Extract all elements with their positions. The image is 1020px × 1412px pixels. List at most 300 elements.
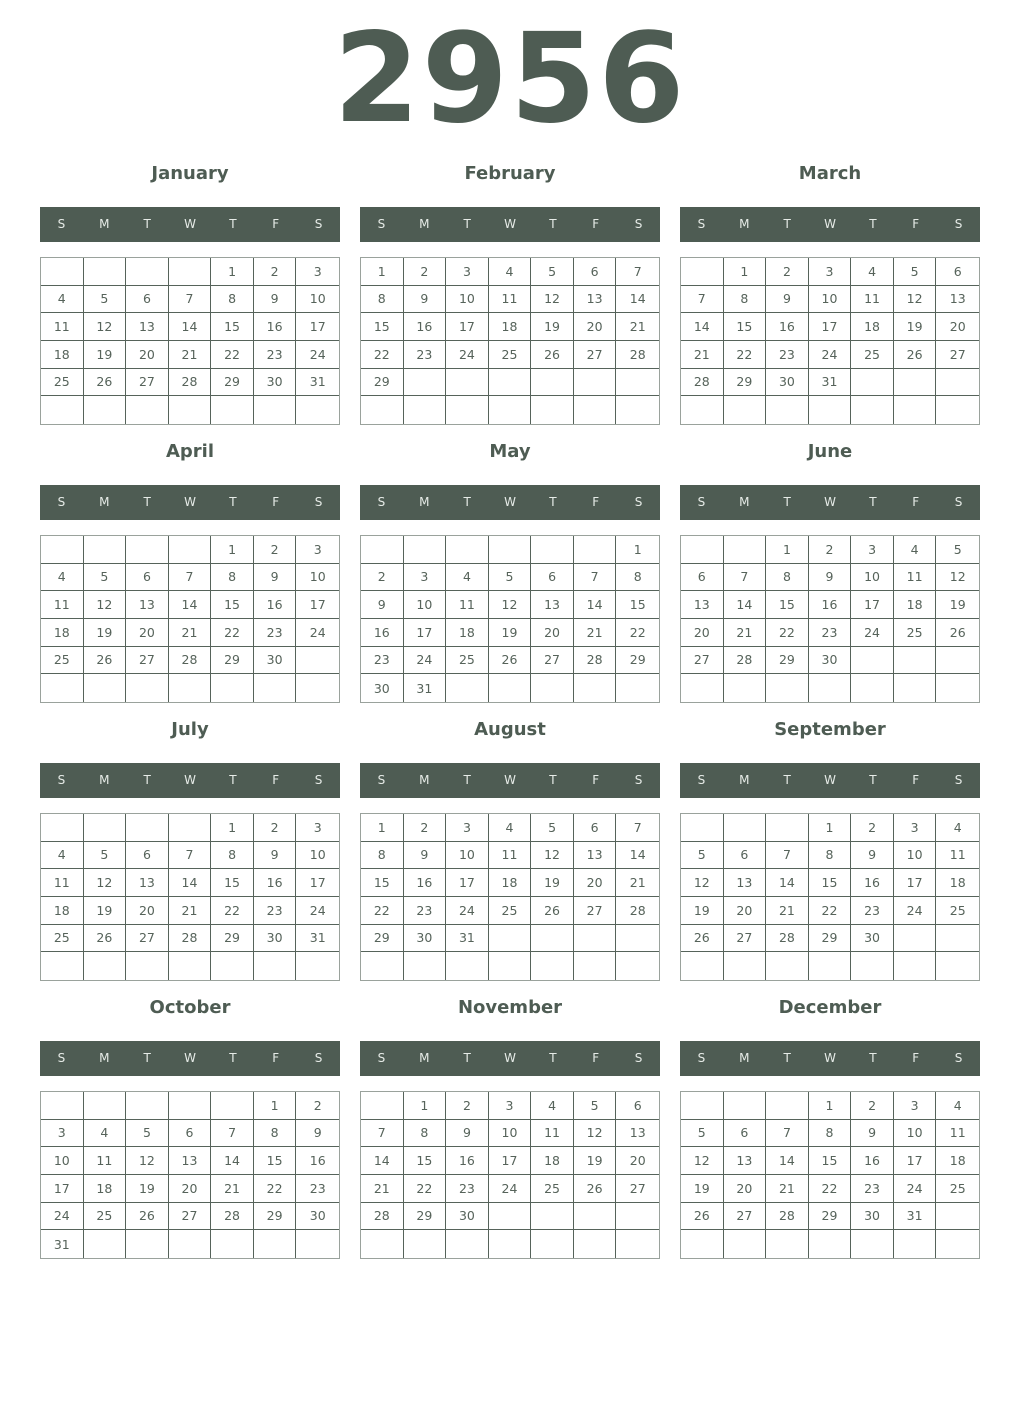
day-cell[interactable]: 8 [254, 1120, 297, 1148]
day-cell[interactable]: 21 [211, 1175, 254, 1203]
day-cell[interactable]: 7 [616, 258, 659, 286]
day-cell[interactable]: 2 [361, 564, 404, 592]
day-cell[interactable]: 25 [851, 341, 894, 369]
day-cell[interactable]: 12 [126, 1147, 169, 1175]
day-cell[interactable]: 7 [361, 1120, 404, 1148]
day-cell[interactable]: 29 [211, 647, 254, 675]
day-cell[interactable]: 20 [126, 619, 169, 647]
day-cell[interactable]: 30 [296, 1203, 339, 1231]
day-cell[interactable]: 3 [296, 814, 339, 842]
day-cell[interactable]: 5 [531, 814, 574, 842]
day-cell[interactable]: 3 [851, 536, 894, 564]
day-cell[interactable]: 19 [126, 1175, 169, 1203]
day-cell[interactable]: 16 [254, 313, 297, 341]
day-cell[interactable]: 19 [84, 897, 127, 925]
day-cell[interactable]: 13 [169, 1147, 212, 1175]
day-cell[interactable]: 24 [296, 897, 339, 925]
day-cell[interactable]: 9 [361, 591, 404, 619]
day-cell[interactable]: 4 [894, 536, 937, 564]
day-cell[interactable]: 5 [531, 258, 574, 286]
day-cell[interactable]: 26 [84, 647, 127, 675]
day-cell[interactable]: 13 [126, 591, 169, 619]
day-cell[interactable]: 20 [724, 897, 767, 925]
day-cell[interactable]: 11 [446, 591, 489, 619]
day-cell[interactable]: 15 [766, 591, 809, 619]
day-cell[interactable]: 8 [211, 286, 254, 314]
day-cell[interactable]: 1 [809, 1092, 852, 1120]
day-cell[interactable]: 29 [766, 647, 809, 675]
day-cell[interactable]: 17 [296, 869, 339, 897]
day-cell[interactable]: 4 [936, 814, 979, 842]
day-cell[interactable]: 10 [446, 286, 489, 314]
day-cell[interactable]: 13 [724, 869, 767, 897]
day-cell[interactable]: 22 [809, 897, 852, 925]
day-cell[interactable]: 24 [41, 1203, 84, 1231]
day-cell[interactable]: 6 [126, 564, 169, 592]
day-cell[interactable]: 16 [446, 1147, 489, 1175]
day-cell[interactable]: 17 [296, 313, 339, 341]
day-cell[interactable]: 27 [126, 925, 169, 953]
day-cell[interactable]: 16 [851, 1147, 894, 1175]
day-cell[interactable]: 16 [766, 313, 809, 341]
day-cell[interactable]: 29 [724, 369, 767, 397]
day-cell[interactable]: 25 [531, 1175, 574, 1203]
day-cell[interactable]: 3 [404, 564, 447, 592]
day-cell[interactable]: 4 [41, 842, 84, 870]
day-cell[interactable]: 4 [489, 814, 532, 842]
day-cell[interactable]: 14 [681, 313, 724, 341]
day-cell[interactable]: 13 [574, 286, 617, 314]
day-cell[interactable]: 10 [894, 842, 937, 870]
day-cell[interactable]: 2 [851, 1092, 894, 1120]
day-cell[interactable]: 4 [41, 564, 84, 592]
day-cell[interactable]: 9 [851, 842, 894, 870]
day-cell[interactable]: 15 [211, 313, 254, 341]
day-cell[interactable]: 18 [489, 869, 532, 897]
day-cell[interactable]: 18 [84, 1175, 127, 1203]
day-cell[interactable]: 22 [724, 341, 767, 369]
day-cell[interactable]: 20 [724, 1175, 767, 1203]
day-cell[interactable]: 23 [361, 647, 404, 675]
day-cell[interactable]: 7 [766, 842, 809, 870]
day-cell[interactable]: 17 [446, 869, 489, 897]
day-cell[interactable]: 20 [531, 619, 574, 647]
day-cell[interactable]: 28 [724, 647, 767, 675]
day-cell[interactable]: 23 [809, 619, 852, 647]
day-cell[interactable]: 7 [681, 286, 724, 314]
day-cell[interactable]: 28 [616, 897, 659, 925]
day-cell[interactable]: 25 [446, 647, 489, 675]
day-cell[interactable]: 19 [84, 619, 127, 647]
day-cell[interactable]: 5 [126, 1120, 169, 1148]
day-cell[interactable]: 11 [84, 1147, 127, 1175]
day-cell[interactable]: 12 [531, 842, 574, 870]
day-cell[interactable]: 31 [894, 1203, 937, 1231]
day-cell[interactable]: 25 [41, 369, 84, 397]
day-cell[interactable]: 23 [254, 341, 297, 369]
day-cell[interactable]: 19 [936, 591, 979, 619]
day-cell[interactable]: 11 [894, 564, 937, 592]
day-cell[interactable]: 6 [126, 842, 169, 870]
day-cell[interactable]: 5 [574, 1092, 617, 1120]
day-cell[interactable]: 29 [361, 925, 404, 953]
day-cell[interactable]: 23 [254, 619, 297, 647]
day-cell[interactable]: 1 [616, 536, 659, 564]
day-cell[interactable]: 14 [616, 842, 659, 870]
day-cell[interactable]: 10 [41, 1147, 84, 1175]
day-cell[interactable]: 12 [574, 1120, 617, 1148]
day-cell[interactable]: 18 [531, 1147, 574, 1175]
day-cell[interactable]: 21 [169, 619, 212, 647]
day-cell[interactable]: 20 [936, 313, 979, 341]
day-cell[interactable]: 30 [254, 925, 297, 953]
day-cell[interactable]: 11 [936, 842, 979, 870]
day-cell[interactable]: 3 [446, 258, 489, 286]
day-cell[interactable]: 19 [531, 869, 574, 897]
day-cell[interactable]: 11 [489, 842, 532, 870]
day-cell[interactable]: 1 [404, 1092, 447, 1120]
day-cell[interactable]: 22 [211, 897, 254, 925]
day-cell[interactable]: 29 [211, 369, 254, 397]
day-cell[interactable]: 9 [851, 1120, 894, 1148]
day-cell[interactable]: 15 [361, 869, 404, 897]
day-cell[interactable]: 29 [361, 369, 404, 397]
day-cell[interactable]: 19 [681, 1175, 724, 1203]
day-cell[interactable]: 1 [211, 258, 254, 286]
day-cell[interactable]: 11 [41, 313, 84, 341]
day-cell[interactable]: 17 [851, 591, 894, 619]
day-cell[interactable]: 30 [254, 369, 297, 397]
day-cell[interactable]: 21 [361, 1175, 404, 1203]
day-cell[interactable]: 7 [211, 1120, 254, 1148]
day-cell[interactable]: 23 [766, 341, 809, 369]
day-cell[interactable]: 26 [894, 341, 937, 369]
day-cell[interactable]: 27 [724, 1203, 767, 1231]
day-cell[interactable]: 12 [681, 1147, 724, 1175]
day-cell[interactable]: 17 [41, 1175, 84, 1203]
day-cell[interactable]: 28 [681, 369, 724, 397]
day-cell[interactable]: 19 [681, 897, 724, 925]
day-cell[interactable]: 18 [936, 1147, 979, 1175]
day-cell[interactable]: 21 [616, 869, 659, 897]
day-cell[interactable]: 21 [681, 341, 724, 369]
day-cell[interactable]: 4 [41, 286, 84, 314]
day-cell[interactable]: 31 [446, 925, 489, 953]
day-cell[interactable]: 8 [361, 286, 404, 314]
day-cell[interactable]: 26 [126, 1203, 169, 1231]
day-cell[interactable]: 18 [489, 313, 532, 341]
day-cell[interactable]: 3 [489, 1092, 532, 1120]
day-cell[interactable]: 12 [681, 869, 724, 897]
day-cell[interactable]: 22 [254, 1175, 297, 1203]
day-cell[interactable]: 5 [936, 536, 979, 564]
day-cell[interactable]: 16 [404, 313, 447, 341]
day-cell[interactable]: 16 [254, 591, 297, 619]
day-cell[interactable]: 14 [211, 1147, 254, 1175]
day-cell[interactable]: 30 [361, 674, 404, 702]
day-cell[interactable]: 5 [681, 1120, 724, 1148]
day-cell[interactable]: 21 [766, 1175, 809, 1203]
day-cell[interactable]: 25 [489, 341, 532, 369]
day-cell[interactable]: 25 [489, 897, 532, 925]
day-cell[interactable]: 19 [574, 1147, 617, 1175]
day-cell[interactable]: 26 [531, 897, 574, 925]
day-cell[interactable]: 7 [766, 1120, 809, 1148]
day-cell[interactable]: 18 [851, 313, 894, 341]
day-cell[interactable]: 4 [446, 564, 489, 592]
day-cell[interactable]: 22 [404, 1175, 447, 1203]
day-cell[interactable]: 14 [724, 591, 767, 619]
day-cell[interactable]: 12 [936, 564, 979, 592]
day-cell[interactable]: 18 [41, 341, 84, 369]
day-cell[interactable]: 6 [616, 1092, 659, 1120]
day-cell[interactable]: 28 [169, 647, 212, 675]
day-cell[interactable]: 29 [404, 1203, 447, 1231]
day-cell[interactable]: 6 [681, 564, 724, 592]
day-cell[interactable]: 28 [616, 341, 659, 369]
day-cell[interactable]: 10 [296, 564, 339, 592]
day-cell[interactable]: 1 [254, 1092, 297, 1120]
day-cell[interactable]: 2 [254, 258, 297, 286]
day-cell[interactable]: 1 [361, 258, 404, 286]
day-cell[interactable]: 15 [404, 1147, 447, 1175]
day-cell[interactable]: 24 [296, 619, 339, 647]
day-cell[interactable]: 7 [724, 564, 767, 592]
day-cell[interactable]: 3 [809, 258, 852, 286]
day-cell[interactable]: 2 [296, 1092, 339, 1120]
day-cell[interactable]: 24 [894, 897, 937, 925]
day-cell[interactable]: 22 [766, 619, 809, 647]
day-cell[interactable]: 7 [574, 564, 617, 592]
day-cell[interactable]: 31 [404, 674, 447, 702]
day-cell[interactable]: 9 [809, 564, 852, 592]
day-cell[interactable]: 16 [851, 869, 894, 897]
day-cell[interactable]: 16 [404, 869, 447, 897]
day-cell[interactable]: 22 [211, 619, 254, 647]
day-cell[interactable]: 15 [211, 869, 254, 897]
day-cell[interactable]: 16 [361, 619, 404, 647]
day-cell[interactable]: 2 [446, 1092, 489, 1120]
day-cell[interactable]: 26 [84, 925, 127, 953]
day-cell[interactable]: 8 [766, 564, 809, 592]
day-cell[interactable]: 26 [489, 647, 532, 675]
day-cell[interactable]: 21 [616, 313, 659, 341]
day-cell[interactable]: 13 [126, 313, 169, 341]
day-cell[interactable]: 8 [404, 1120, 447, 1148]
day-cell[interactable]: 13 [126, 869, 169, 897]
day-cell[interactable]: 30 [809, 647, 852, 675]
day-cell[interactable]: 6 [936, 258, 979, 286]
day-cell[interactable]: 26 [574, 1175, 617, 1203]
day-cell[interactable]: 8 [809, 1120, 852, 1148]
day-cell[interactable]: 17 [489, 1147, 532, 1175]
day-cell[interactable]: 14 [766, 869, 809, 897]
day-cell[interactable]: 15 [809, 869, 852, 897]
day-cell[interactable]: 6 [574, 258, 617, 286]
day-cell[interactable]: 14 [766, 1147, 809, 1175]
day-cell[interactable]: 14 [169, 869, 212, 897]
day-cell[interactable]: 25 [41, 925, 84, 953]
day-cell[interactable]: 10 [894, 1120, 937, 1148]
day-cell[interactable]: 30 [851, 925, 894, 953]
day-cell[interactable]: 17 [894, 869, 937, 897]
day-cell[interactable]: 5 [84, 842, 127, 870]
day-cell[interactable]: 27 [936, 341, 979, 369]
day-cell[interactable]: 31 [296, 369, 339, 397]
day-cell[interactable]: 16 [809, 591, 852, 619]
day-cell[interactable]: 12 [84, 313, 127, 341]
day-cell[interactable]: 11 [851, 286, 894, 314]
day-cell[interactable]: 6 [531, 564, 574, 592]
day-cell[interactable]: 27 [169, 1203, 212, 1231]
day-cell[interactable]: 24 [809, 341, 852, 369]
day-cell[interactable]: 20 [616, 1147, 659, 1175]
day-cell[interactable]: 12 [84, 869, 127, 897]
day-cell[interactable]: 10 [296, 286, 339, 314]
day-cell[interactable]: 10 [446, 842, 489, 870]
day-cell[interactable]: 1 [724, 258, 767, 286]
day-cell[interactable]: 24 [446, 341, 489, 369]
day-cell[interactable]: 7 [616, 814, 659, 842]
day-cell[interactable]: 23 [404, 897, 447, 925]
day-cell[interactable]: 15 [254, 1147, 297, 1175]
day-cell[interactable]: 27 [724, 925, 767, 953]
day-cell[interactable]: 7 [169, 842, 212, 870]
day-cell[interactable]: 14 [169, 313, 212, 341]
day-cell[interactable]: 11 [41, 869, 84, 897]
day-cell[interactable]: 22 [361, 341, 404, 369]
day-cell[interactable]: 17 [809, 313, 852, 341]
day-cell[interactable]: 21 [574, 619, 617, 647]
day-cell[interactable]: 2 [809, 536, 852, 564]
day-cell[interactable]: 26 [681, 1203, 724, 1231]
day-cell[interactable]: 27 [574, 341, 617, 369]
day-cell[interactable]: 17 [296, 591, 339, 619]
day-cell[interactable]: 2 [766, 258, 809, 286]
day-cell[interactable]: 30 [851, 1203, 894, 1231]
day-cell[interactable]: 23 [446, 1175, 489, 1203]
day-cell[interactable]: 8 [361, 842, 404, 870]
day-cell[interactable]: 25 [936, 897, 979, 925]
day-cell[interactable]: 25 [936, 1175, 979, 1203]
day-cell[interactable]: 31 [296, 925, 339, 953]
day-cell[interactable]: 28 [211, 1203, 254, 1231]
day-cell[interactable]: 25 [84, 1203, 127, 1231]
day-cell[interactable]: 24 [296, 341, 339, 369]
day-cell[interactable]: 23 [851, 897, 894, 925]
day-cell[interactable]: 15 [211, 591, 254, 619]
day-cell[interactable]: 6 [126, 286, 169, 314]
day-cell[interactable]: 1 [809, 814, 852, 842]
day-cell[interactable]: 8 [211, 842, 254, 870]
day-cell[interactable]: 28 [766, 925, 809, 953]
day-cell[interactable]: 30 [254, 647, 297, 675]
day-cell[interactable]: 10 [809, 286, 852, 314]
day-cell[interactable]: 2 [254, 814, 297, 842]
day-cell[interactable]: 26 [936, 619, 979, 647]
day-cell[interactable]: 3 [41, 1120, 84, 1148]
day-cell[interactable]: 16 [254, 869, 297, 897]
day-cell[interactable]: 22 [361, 897, 404, 925]
day-cell[interactable]: 29 [809, 1203, 852, 1231]
day-cell[interactable]: 15 [361, 313, 404, 341]
day-cell[interactable]: 13 [724, 1147, 767, 1175]
day-cell[interactable]: 25 [41, 647, 84, 675]
day-cell[interactable]: 21 [724, 619, 767, 647]
day-cell[interactable]: 20 [126, 897, 169, 925]
day-cell[interactable]: 21 [766, 897, 809, 925]
day-cell[interactable]: 22 [809, 1175, 852, 1203]
day-cell[interactable]: 5 [681, 842, 724, 870]
day-cell[interactable]: 23 [404, 341, 447, 369]
day-cell[interactable]: 23 [296, 1175, 339, 1203]
day-cell[interactable]: 10 [851, 564, 894, 592]
day-cell[interactable]: 13 [531, 591, 574, 619]
day-cell[interactable]: 7 [169, 286, 212, 314]
day-cell[interactable]: 18 [446, 619, 489, 647]
day-cell[interactable]: 17 [404, 619, 447, 647]
day-cell[interactable]: 3 [446, 814, 489, 842]
day-cell[interactable]: 18 [936, 869, 979, 897]
day-cell[interactable]: 30 [766, 369, 809, 397]
day-cell[interactable]: 27 [574, 897, 617, 925]
day-cell[interactable]: 27 [126, 647, 169, 675]
day-cell[interactable]: 14 [361, 1147, 404, 1175]
day-cell[interactable]: 5 [489, 564, 532, 592]
day-cell[interactable]: 2 [404, 814, 447, 842]
day-cell[interactable]: 27 [531, 647, 574, 675]
day-cell[interactable]: 5 [84, 564, 127, 592]
day-cell[interactable]: 26 [531, 341, 574, 369]
day-cell[interactable]: 11 [489, 286, 532, 314]
day-cell[interactable]: 1 [211, 814, 254, 842]
day-cell[interactable]: 15 [809, 1147, 852, 1175]
day-cell[interactable]: 13 [681, 591, 724, 619]
day-cell[interactable]: 22 [211, 341, 254, 369]
day-cell[interactable]: 3 [894, 814, 937, 842]
day-cell[interactable]: 10 [489, 1120, 532, 1148]
day-cell[interactable]: 20 [574, 313, 617, 341]
day-cell[interactable]: 4 [851, 258, 894, 286]
day-cell[interactable]: 10 [404, 591, 447, 619]
day-cell[interactable]: 29 [809, 925, 852, 953]
day-cell[interactable]: 22 [616, 619, 659, 647]
day-cell[interactable]: 19 [531, 313, 574, 341]
day-cell[interactable]: 9 [254, 842, 297, 870]
day-cell[interactable]: 9 [254, 286, 297, 314]
day-cell[interactable]: 20 [574, 869, 617, 897]
day-cell[interactable]: 9 [254, 564, 297, 592]
day-cell[interactable]: 29 [616, 647, 659, 675]
day-cell[interactable]: 18 [41, 897, 84, 925]
day-cell[interactable]: 6 [724, 1120, 767, 1148]
day-cell[interactable]: 6 [724, 842, 767, 870]
day-cell[interactable]: 28 [361, 1203, 404, 1231]
day-cell[interactable]: 4 [936, 1092, 979, 1120]
day-cell[interactable]: 20 [169, 1175, 212, 1203]
day-cell[interactable]: 13 [936, 286, 979, 314]
day-cell[interactable]: 18 [41, 619, 84, 647]
day-cell[interactable]: 11 [41, 591, 84, 619]
day-cell[interactable]: 14 [169, 591, 212, 619]
day-cell[interactable]: 12 [489, 591, 532, 619]
day-cell[interactable]: 12 [84, 591, 127, 619]
day-cell[interactable]: 23 [851, 1175, 894, 1203]
day-cell[interactable]: 3 [296, 258, 339, 286]
day-cell[interactable]: 3 [296, 536, 339, 564]
day-cell[interactable]: 21 [169, 341, 212, 369]
day-cell[interactable]: 2 [404, 258, 447, 286]
